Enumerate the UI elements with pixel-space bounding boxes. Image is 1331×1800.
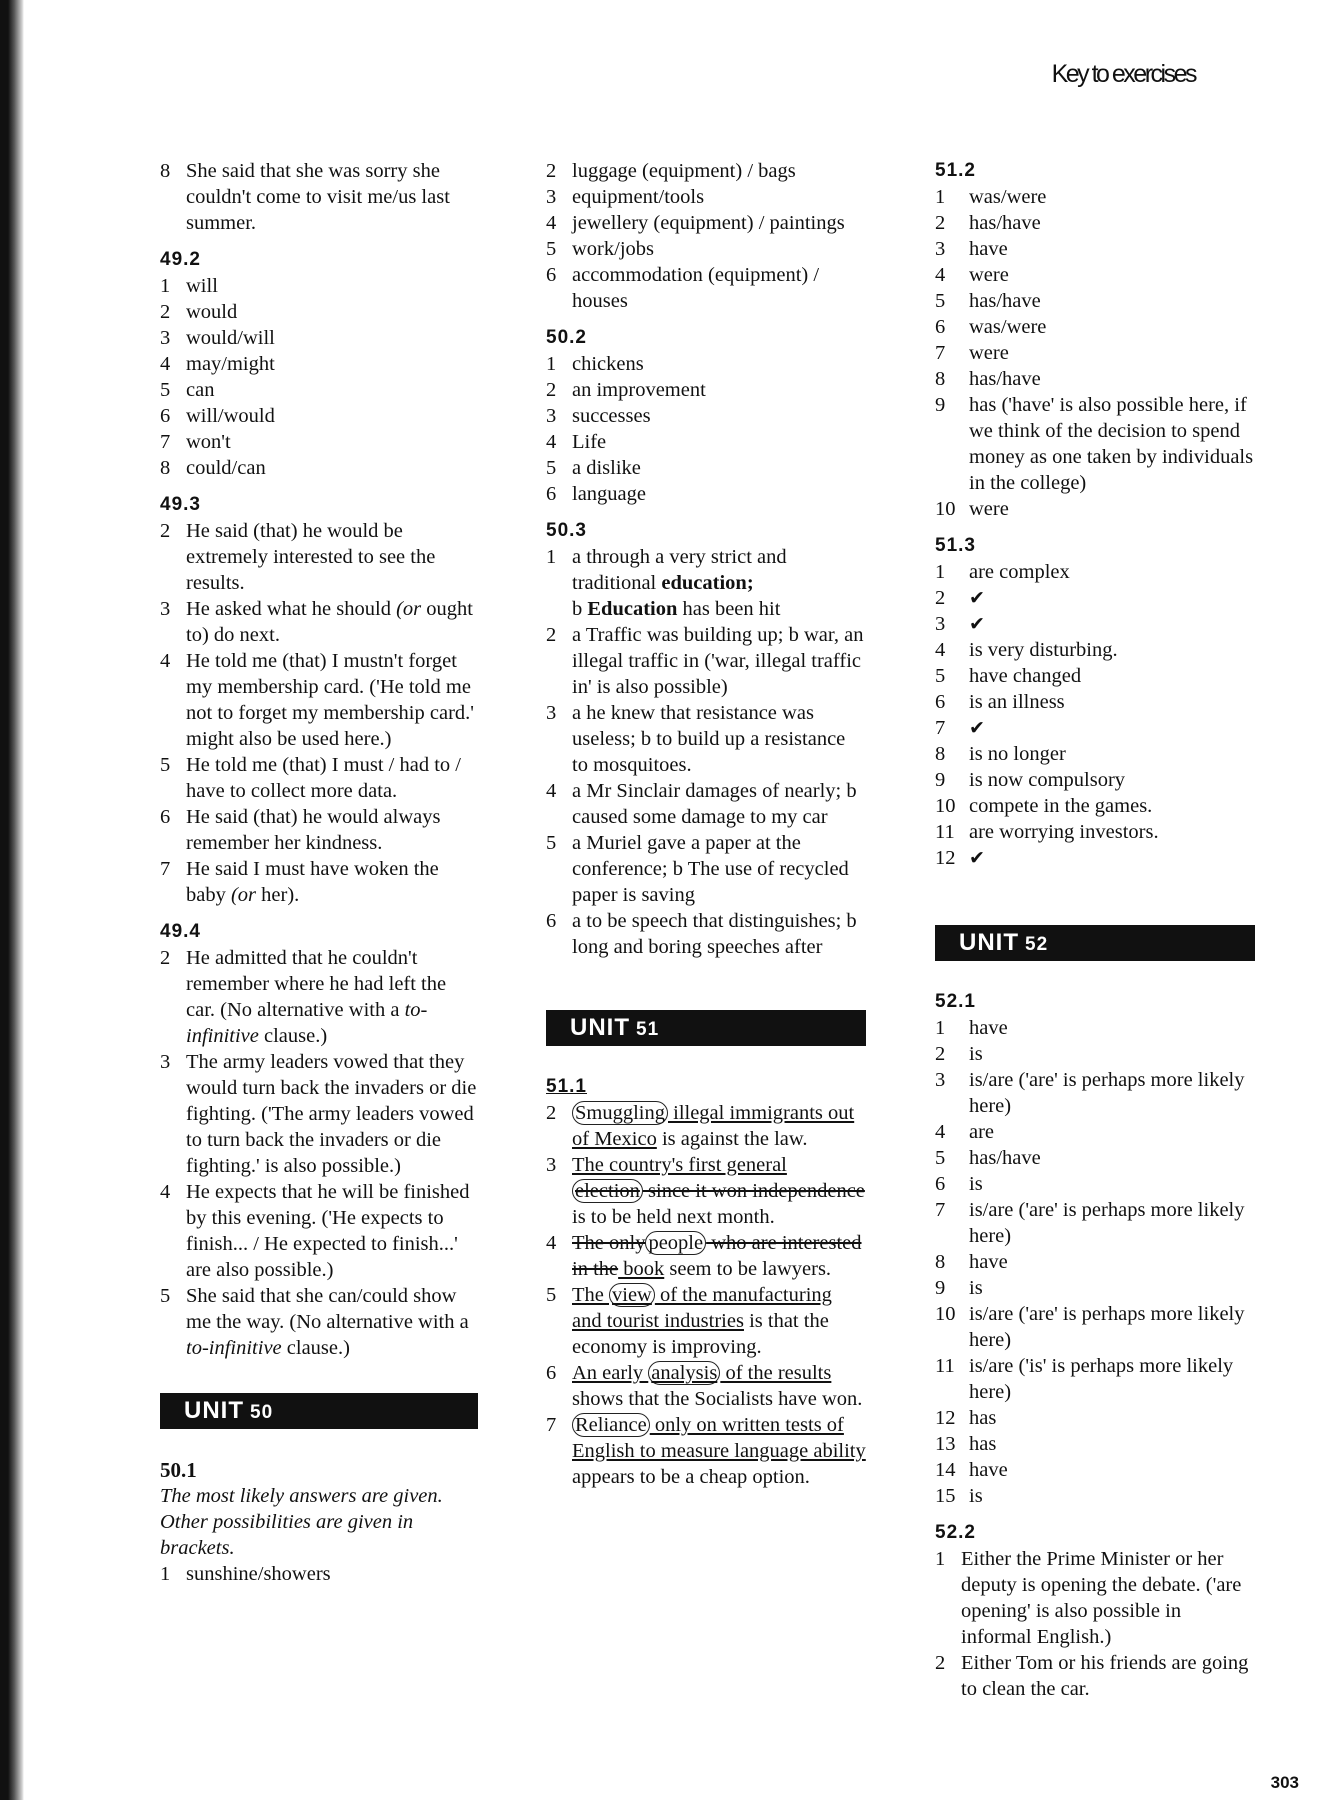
running-header: Key to exercises [1051,60,1195,88]
list-item: 9 has ('have' is also possible here, if we think of the decision to spend money as one taken by individuals in the college) [935,394,1254,494]
list-item: 2 a Traffic was building up; b war, an illegal traffic in ('war, illegal traffic in' is also possible) [546,624,864,698]
list-item: 4 The only people who are interested in the book seem to be lawyers. [546,1232,862,1280]
exercise-heading: 49.4 [160,921,201,942]
list-item: 12 has [935,1407,997,1429]
list-item: 14 have [935,1459,1008,1481]
list-item: 6 a to be speech that distinguishes; b long and boring speeches after [546,910,857,958]
list-item: 6 accommodation (equipment) / houses [546,264,820,312]
list-item: 1 have [935,1017,1008,1039]
list-item: 2 Smuggling illegal immigrants out of Mexico is against the law. [546,1102,855,1150]
list-item: 9 is now compulsory [935,769,1126,791]
column-3 [935,158,1255,1702]
list-item: 8 is no longer [935,743,1066,765]
check-icon: ✔ [969,717,985,739]
column-1 [160,158,478,1587]
list-item: 5 work/jobs [546,238,654,260]
check-icon: ✔ [969,613,985,635]
list-item: 2 has/have [935,212,1041,234]
list-item: 6 is [935,1173,983,1195]
list-item: 5 can [160,379,215,401]
list-item: 6 is an illness [935,691,1065,713]
exercise-heading: 50.2 [546,327,587,348]
list-item: 12 ✔ [935,845,1255,871]
exercise-heading: 50.3 [546,520,587,541]
list-item: 4 are [935,1121,995,1143]
list-item: 1 a through a very strict and traditional education; b Education has been hit [546,546,787,620]
list-item: 7 were [935,342,1009,364]
circled-word: election [572,1179,643,1203]
list-item: 10 is/are ('are' is perhaps more likely here) [935,1303,1245,1351]
list-item: 3 have [935,238,1008,260]
list-item: 10 compete in the games. [935,795,1153,817]
list-item: 1 was/were [935,186,1047,208]
unit-banner: UNIT 51 [546,1010,866,1046]
list-item: 4 were [935,264,1009,286]
list-item: 3 He asked what he should (or ought to) do next. [160,598,473,646]
list-item: 7 won't [160,431,231,453]
list-item: 7 ✔ [935,715,1255,741]
list-item: 11 are worrying investors. [935,821,1159,843]
list-item: 4 a Mr Sinclair damages of nearly; b caused some damage to my car [546,780,857,828]
list-item: 1 are complex [935,561,1070,583]
scan-edge [0,0,24,1800]
list-item: 5 a Muriel gave a paper at the conference; b The use of recycled paper is saving [546,832,849,906]
list-item: 8 has/have [935,368,1041,390]
list-item: 1 Either the Prime Minister or her deputy is opening the debate. ('are opening' is also possible in informal English.) [935,1548,1242,1648]
list-item: 5 He told me (that) I must / had to / have to collect more data. [160,754,461,802]
list-item: 15 is [935,1485,983,1507]
page-number: 303 [1270,1773,1299,1792]
list-item: 7 Reliance only on written tests of English to measure language ability appears to be a cheap option. [546,1414,866,1488]
list-item: 3 equipment/tools [546,186,705,208]
list-item: 8 She said that she was sorry she couldn't come to visit me/us last summer. [160,160,450,234]
list-item: 2 He admitted that he couldn't remember where he had left the car. (No alternative with a to-infinitive clause.) [160,947,447,1047]
list-item: 5 has/have [935,290,1041,312]
list-item: 2 ✔ [935,585,1255,611]
list-item: 5 a dislike [546,457,641,479]
list-item: 2 He said (that) he would be extremely interested to see the results. [160,520,436,594]
list-item: 3 ✔ [935,611,1255,637]
list-item: 2 would [160,301,238,323]
list-item: 6 will/would [160,405,275,427]
list-item: 3 The army leaders vowed that they would turn back the invaders or die fighting. ('The army leaders vowed to turn back the invaders or die fighting.' is also possible.) [160,1051,477,1177]
list-item: 3 a he knew that resistance was useless; b to build up a resistance to mosquitoes. [546,702,846,776]
exercise-heading: 49.3 [160,494,201,515]
answer-list [160,273,478,481]
list-item: 13 has [935,1433,997,1455]
exercise-heading: 51.3 [935,535,976,556]
list-item: 5 She said that she can/could show me the way. (No alternative with a to-infinitive clause.) [160,1285,469,1359]
circled-word: people [645,1231,706,1255]
exercise-note: The most likely answers are given. Other possibilities are given in brackets. [160,1485,443,1559]
list-item: 4 He expects that he will be finished by this evening. ('He expects to finish... / He expected to finish...' are also possible.) [160,1181,470,1281]
exercise-heading: 51.2 [935,160,976,181]
check-icon: ✔ [969,847,985,869]
list-item: 2 luggage (equipment) / bags [546,160,796,182]
list-item: 3 would/will [160,327,275,349]
exercise-heading: 52.1 [935,991,976,1012]
list-item: 7 is/are ('are' is perhaps more likely here) [935,1199,1245,1247]
circled-word: view [609,1283,655,1307]
list-item: 4 He told me (that) I mustn't forget my membership card. ('He told me not to forget my membership card.' might also be used here.) [160,650,474,750]
list-item: 1 chickens [546,353,644,375]
list-item: 9 is [935,1277,983,1299]
list-item: 4 Life [546,431,607,453]
list-item: 2 is [935,1043,983,1065]
exercise-heading: 49.2 [160,249,201,270]
list-item: 5 have changed [935,665,1082,687]
list-item: 6 An early analysis of the results shows that the Socialists have won. [546,1362,863,1410]
list-item: 6 was/were [935,316,1047,338]
list-item: 5 The view of the manufacturing and tourist industries is that the economy is improving. [546,1284,832,1358]
list-item: 4 may/might [160,353,275,375]
list-item: 8 have [935,1251,1008,1273]
list-item: 3 successes [546,405,651,427]
list-item: 1 will [160,275,218,297]
list-item: 3 The country's first general election since it won independence is to be held next month. [546,1154,865,1228]
list-item: 7 He said I must have woken the baby (or her). [160,858,439,906]
list-item: 10 were [935,498,1009,520]
list-item: 4 is very disturbing. [935,639,1118,661]
circled-word: Smuggling [572,1101,668,1125]
check-icon: ✔ [969,587,985,609]
list-item: 5 has/have [935,1147,1041,1169]
list-item: 8 could/can [160,457,266,479]
unit-banner: UNIT 50 [160,1393,478,1429]
exercise-heading: 51.1 [546,1076,587,1097]
answer-list [935,1015,1255,1509]
exercise-heading: 52.2 [935,1522,976,1543]
unit-banner: UNIT 52 [935,925,1255,961]
list-item: 6 He said (that) he would always remember her kindness. [160,806,441,854]
exercise-heading: 50.1 [160,1458,197,1482]
list-item: 1 sunshine/showers [160,1563,331,1585]
column-2 [546,158,866,1490]
circled-word: Reliance [572,1413,650,1437]
list-item: 2 an improvement [546,379,706,401]
circled-word: analysis [648,1361,720,1385]
list-item: 3 is/are ('are' is perhaps more likely here) [935,1069,1245,1117]
list-item: 2 Either Tom or his friends are going to clean the car. [935,1652,1249,1700]
list-item: 6 language [546,483,646,505]
list-item: 11 is/are ('is' is perhaps more likely here) [935,1355,1234,1403]
list-item: 4 jewellery (equipment) / paintings [546,212,845,234]
